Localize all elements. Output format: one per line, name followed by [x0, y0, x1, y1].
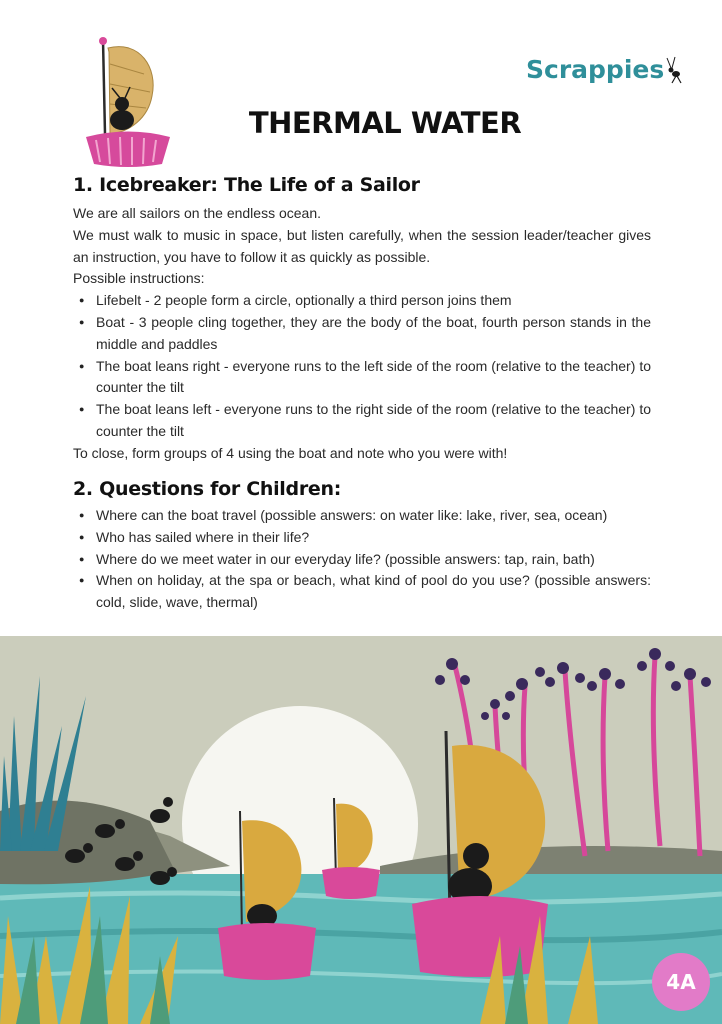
- list-item: ● Who has sailed where in their life?: [96, 527, 651, 549]
- questions-list: [73, 505, 651, 614]
- svg-text:Scrappies: Scrappies: [526, 55, 665, 84]
- list-item: ● Where can the boat travel (possible answers: on water like: lake, river, sea, ocean): [96, 505, 651, 527]
- list-item: ● Boat - 3 people cling together, they are the body of the boat, fourth person stands in the middle and paddles: [96, 312, 651, 356]
- lake-illustration: [0, 636, 722, 1024]
- list-item: ● The boat leans right - everyone runs to the left side of the room (relative to the teacher) to counter the tilt: [96, 356, 651, 400]
- section-1-heading: 1. Icebreaker: The Life of a Sailor: [73, 174, 420, 196]
- section-1-body: [73, 203, 651, 465]
- ant-sailor-illustration: [82, 34, 174, 168]
- instructions-list: [73, 290, 651, 443]
- list-item: ● Where do we meet water in our everyday life? (possible answers: tap, rain, bath): [96, 549, 651, 571]
- page-number-badge: 4A: [652, 953, 710, 1011]
- intro-line-3: Possible instructions:: [73, 270, 205, 287]
- logo-ant-icon: [667, 57, 681, 83]
- closing-line: To close, form groups of 4 using the boat and note who you were with!: [73, 444, 508, 461]
- section-2-body: [73, 505, 651, 614]
- scrappies-logo: [526, 52, 686, 88]
- list-item: ● When on holiday, at the spa or beach, what kind of pool do you use? (possible answers: cold, slide, wave, thermal): [96, 570, 651, 614]
- list-item: ● The boat leans left - everyone runs to the right side of the room (relative to the teacher) to counter the tilt: [96, 399, 651, 443]
- section-2-heading: 2. Questions for Children:: [73, 478, 342, 500]
- intro-line-2: We must walk to music in space, but listen carefully, when the session leader/teacher gives an instruction, you have to follow it as quickly as possible.: [73, 226, 651, 265]
- intro-line-1: We are all sailors on the endless ocean.: [73, 205, 321, 221]
- page-title: THERMAL WATER: [248, 106, 522, 140]
- list-item: ● Lifebelt - 2 people form a circle, optionally a third person joins them: [96, 290, 651, 312]
